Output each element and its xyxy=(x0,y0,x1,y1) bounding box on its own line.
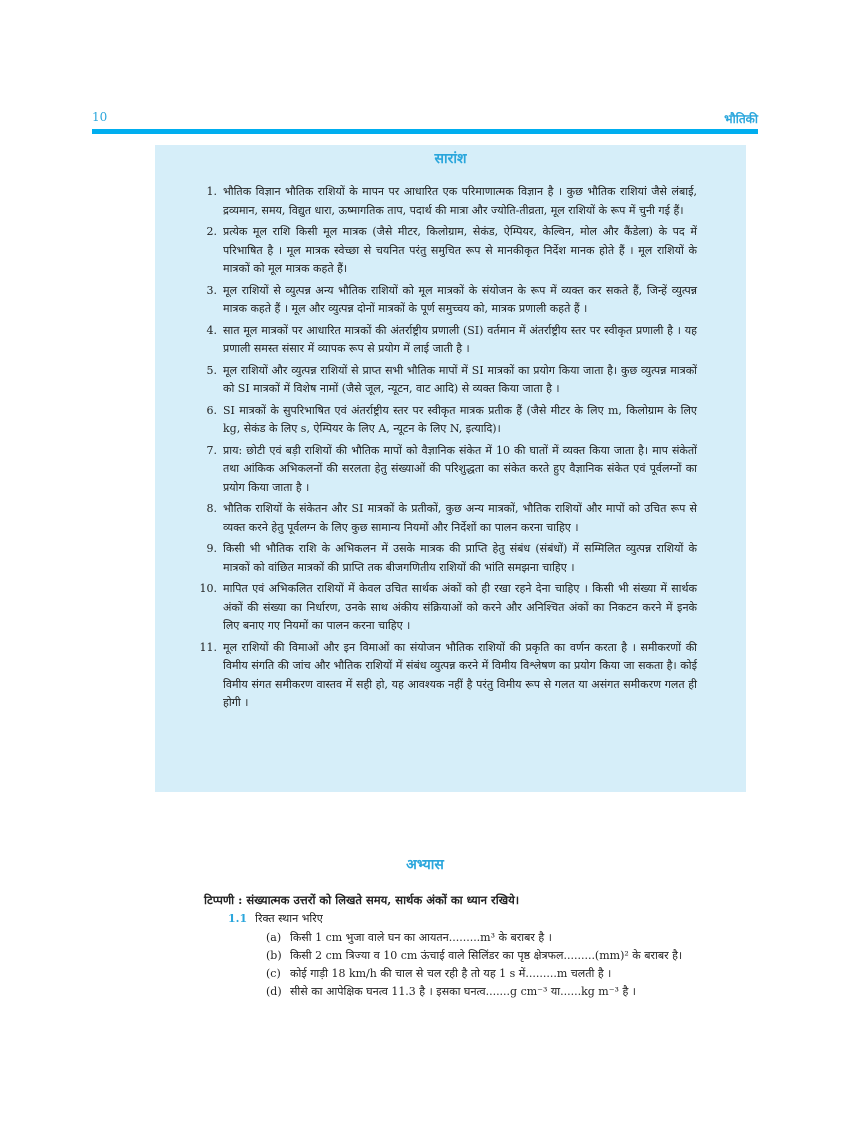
summary-item xyxy=(195,282,697,319)
summary-item xyxy=(195,223,697,279)
question-text: रिक्त स्थान भरिए xyxy=(255,912,323,925)
item-number: 4. xyxy=(206,323,217,337)
item-number: 2. xyxy=(206,225,217,238)
item-text: किसी भी भौतिक राशि के अभिकलन में उसके मात्रक की प्राप्ति हेतु संबंध (संबंधों) में सम्मिलित व्युत्पन्न राशियों के मात्रकों को वांछित मात्रकों की प्राप्ति तक बीजगणितीय राशियों की भांति समझना चाहिए । xyxy=(223,542,697,574)
item-number: 7. xyxy=(206,443,217,457)
part-text: किसी 1 cm भुजा वाले घन का आयतन.........m³ के बराबर है । xyxy=(290,931,552,944)
page-number: 10 xyxy=(92,110,108,124)
running-head: भौतिकी xyxy=(724,112,758,126)
item-number: 3. xyxy=(206,283,217,297)
question-parts xyxy=(266,929,696,1001)
question-part xyxy=(266,965,696,983)
item-number: 10. xyxy=(199,582,217,595)
question-part xyxy=(266,929,696,947)
exercises-title: अभ्यास xyxy=(406,857,444,873)
part-text: सीसे का आपेक्षिक घनत्व 11.3 है । इसका घनत्व.......g cm⁻³ या......kg m⁻³ है । xyxy=(290,985,636,998)
summary-item xyxy=(195,402,697,439)
item-text: प्रत्येक मूल राशि किसी मूल मात्रक (जैसे मीटर, किलोग्राम, सेकंड, ऐम्पियर, केल्विन, मोल और कैंडेला) के पद में परिभाषित है । मूल मात्रक स्वेच्छा से चयनित परंतु समुचित रूप से मानकीकृत निर्देश मानक होते हैं । मूल राशियों के मात्रकों को मूल मात्रक कहते हैं। xyxy=(223,225,697,275)
question-number: 1.1 xyxy=(228,912,248,925)
exercises-note: टिप्पणी : संख्यात्मक उत्तरों को लिखते समय, सार्थक अंकों का ध्यान रखिये। xyxy=(204,893,520,907)
item-text: भौतिक राशियों के संकेतन और SI मात्रकों के प्रतीकों, कुछ अन्य मात्रकों, भौतिक राशियों और मापों को उचित रूप से व्यक्त करने हेतु पूर्वलग्न के लिए कुछ सामान्य नियमों और निर्देशों का पालन करना चाहिए । xyxy=(223,502,697,534)
item-number: 5. xyxy=(206,363,217,377)
item-text: प्राय: छोटी एवं बड़ी राशियों की भौतिक मापों को वैज्ञानिक संकेत में 10 की घातों में व्यक्त किया जाता है। माप संकेतों तथा आंकिक अभिकलनों की सरलता हेतु संख्याओं की परिशुद्धता का संकेत करते हुए वैज्ञानिक संकेत एवं पूर्वलग्नों का प्रयोग किया जाता है । xyxy=(223,443,697,494)
summary-title: सारांश xyxy=(434,151,467,167)
part-label: (a) xyxy=(266,931,282,944)
summary-item xyxy=(195,639,697,713)
part-text: किसी 2 cm त्रिज्या व 10 cm ऊंचाई वाले सिलिंडर का पृष्ठ क्षेत्रफल.........(mm)² के बराबर है। xyxy=(290,949,683,962)
summary-item xyxy=(195,500,697,537)
item-text: मापित एवं अभिकलित राशियों में केवल उचित सार्थक अंकों को ही रखा रहने देना चाहिए । किसी भी संख्या में सार्थक अंकों की संख्या का निर्धारण, उनके साथ अंकीय संक्रियाओं को करने और अनिश्चित अंकों का निकटन करने में इनके लिए बनाए गए नियमों का पालन करना चाहिए । xyxy=(223,582,697,632)
item-text: मूल राशियों से व्युत्पन्न अन्य भौतिक राशियों को मूल मात्रकों के संयोजन के रूप में व्यक्त कर सकते हैं, जिन्हें व्युत्पन्न मात्रक कहते हैं । मूल और व्युत्पन्न दोनों मात्रकों के पूर्ण समुच्चय को, मात्रक प्रणाली कहते हैं । xyxy=(223,283,697,315)
part-label: (b) xyxy=(266,949,282,962)
header-rule xyxy=(92,129,758,134)
item-text: सात मूल मात्रकों पर आधारित मात्रकों की अंतर्राष्ट्रीय प्रणाली (SI) वर्तमान में अंतर्राष्ट्रीय स्तर पर स्वीकृत प्रणाली है । यह प्रणाली समस्त संसार में व्यापक रूप से प्रयोग में लाई जाती है । xyxy=(223,323,697,355)
summary-item xyxy=(195,183,697,220)
question-part xyxy=(266,983,696,1001)
item-number: 6. xyxy=(206,403,217,417)
summary-box xyxy=(155,145,746,792)
item-text: भौतिक विज्ञान भौतिक राशियों के मापन पर आधारित एक परिमाणात्मक विज्ञान है । कुछ भौतिक राशियां जैसे लंबाई, द्रव्यमान, समय, विद्युत धारा, ऊष्मागतिक ताप, पदार्थ की मात्रा और ज्योति-तीव्रता, मूल राशियों के रूप में चुनी गई हैं। xyxy=(223,185,697,217)
question-heading xyxy=(228,911,323,926)
item-number: 9. xyxy=(206,542,217,555)
summary-item xyxy=(195,442,697,498)
part-text: कोई गाड़ी 18 km/h की चाल से चल रही है तो यह 1 s में.........m चलती है । xyxy=(290,967,612,980)
item-text: मूल राशियों की विमाओं और इन विमाओं का संयोजन भौतिक राशियों की प्रकृति का वर्णन करता है । समीकरणों की विमीय संगति की जांच और भौतिक राशियों में संबंध व्युत्पन्न करने में विमीय विश्लेषण का प्रयोग किया जा सकता है। कोई विमीय संगत समीकरण वास्तव में सही हो, यह आवश्यक नहीं है परंतु विमीय रूप से गलत या असंगत समीकरण गलत ही होगी । xyxy=(223,640,697,709)
item-text: SI मात्रकों के सुपरिभाषित एवं अंतर्राष्ट्रीय स्तर पर स्वीकृत मात्रक प्रतीक हैं (जैसे मीटर के लिए m, किलोग्राम के लिए kg, सेकंड के लिए s, ऐम्पियर के लिए A, न्यूटन के लिए N, इत्यादि)। xyxy=(223,403,697,435)
part-label: (d) xyxy=(266,985,282,998)
summary-item xyxy=(195,540,697,577)
item-number: 8. xyxy=(206,502,217,515)
summary-item xyxy=(195,580,697,636)
summary-item xyxy=(195,322,697,359)
item-number: 1. xyxy=(206,185,217,198)
summary-item xyxy=(195,362,697,399)
question-part xyxy=(266,947,696,965)
summary-list xyxy=(195,183,697,716)
item-number: 11. xyxy=(199,640,217,654)
part-label: (c) xyxy=(266,967,281,980)
item-text: मूल राशियों और व्युत्पन्न राशियों से प्राप्त सभी भौतिक मापों में SI मात्रकों का प्रयोग किया जाता है। कुछ व्युत्पन्न मात्रकों को SI मात्रकों में विशेष नामों (जैसे जूल, न्यूटन, वाट आदि) से व्यक्त किया जाता है । xyxy=(223,363,697,395)
